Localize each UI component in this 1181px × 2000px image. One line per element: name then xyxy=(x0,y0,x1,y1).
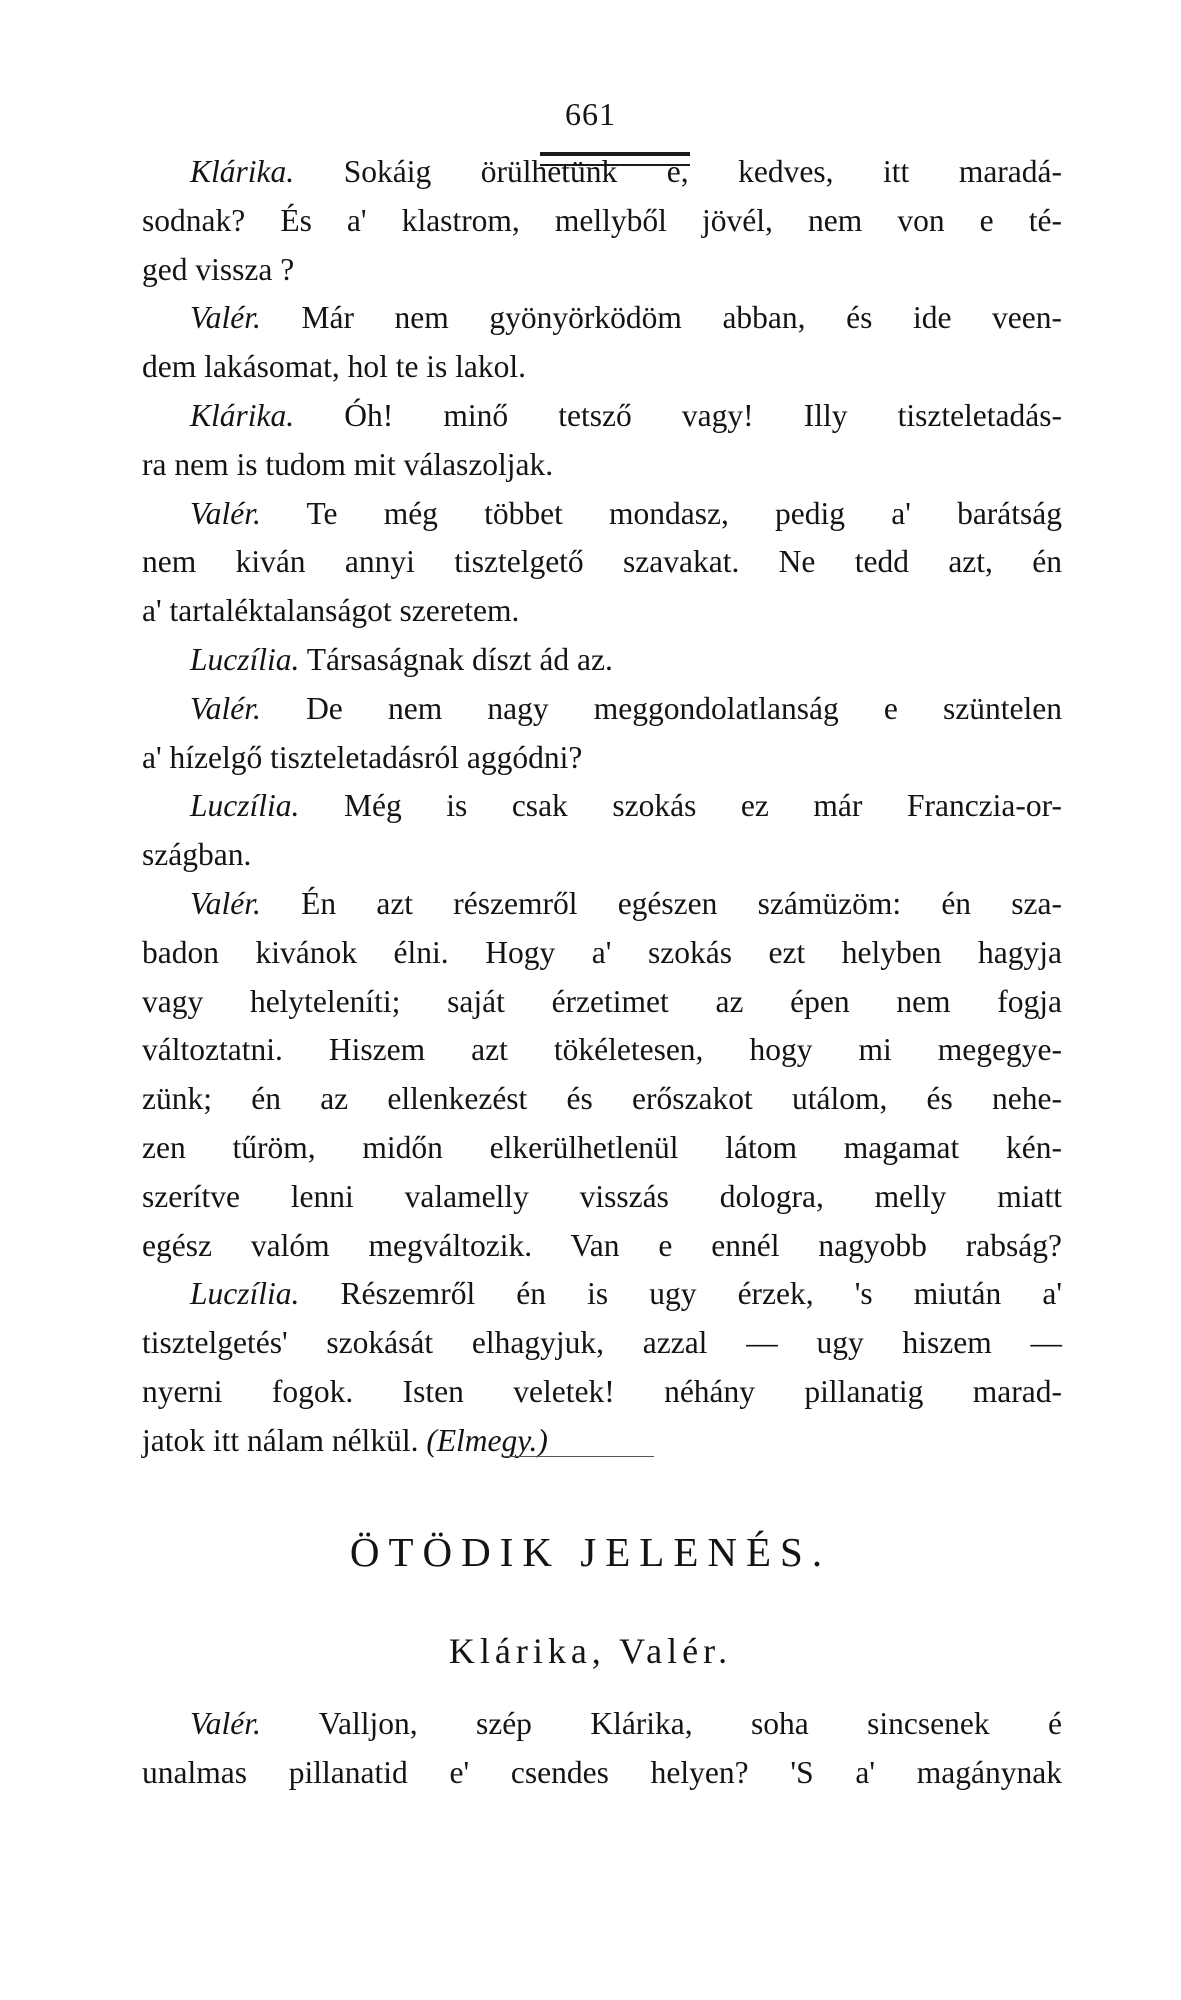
text-line xyxy=(142,1026,1062,1075)
page-number: 661 xyxy=(565,96,616,132)
dialogue-block-2 xyxy=(142,1700,1062,1798)
text-line xyxy=(142,734,1062,783)
line-text: változtatni. Hiszem azt tökéletesen, hogy mi megegye- xyxy=(142,1032,1062,1068)
scene-title: ÖTÖDIK JELENÉS. xyxy=(349,1529,832,1575)
text-line xyxy=(142,1124,1062,1173)
line-text: nyerni fogok. Isten veletek! néhány pillanatig marad- xyxy=(142,1373,1062,1409)
line-text: szerítve lenni valamelly visszás dologra, melly miatt xyxy=(142,1178,1062,1214)
stage-direction: (Elmegy.) xyxy=(426,1422,548,1458)
text-line xyxy=(142,1368,1062,1417)
speaker-name: Valér. xyxy=(190,885,261,921)
text-line xyxy=(142,1749,1062,1798)
scene-characters: Klárika, Valér. xyxy=(448,1631,733,1671)
line-text: Valljon, szép Klárika, soha sincsenek é xyxy=(318,1706,1062,1741)
line-text: vagy helyteleníti; saját érzetimet az épen nem fogja xyxy=(142,983,1062,1019)
dialogue-block xyxy=(142,148,1062,1466)
text-line xyxy=(142,782,1062,831)
section-divider xyxy=(504,1456,654,1457)
speaker-name: Luczília. xyxy=(190,788,300,824)
text-line xyxy=(142,1319,1062,1368)
text-line xyxy=(142,148,1062,197)
line-text: sodnak? És a' klastrom, mellyből jövél, nem von e té- xyxy=(142,202,1062,238)
text-line xyxy=(142,831,1062,880)
text-line xyxy=(142,1270,1062,1319)
line-text: ra nem is tudom mit válaszoljak. xyxy=(142,446,554,482)
line-text: badon kivánok élni. Hogy a' szokás ezt helyben hagyja xyxy=(142,934,1062,970)
text-line xyxy=(142,490,1062,539)
speaker-name: Valér. xyxy=(190,300,261,336)
text-line xyxy=(142,343,1062,392)
text-line xyxy=(142,978,1062,1027)
line-text: a' hízelgő tiszteletadásról aggódni? xyxy=(142,739,583,775)
speaker-name: Klárika. xyxy=(190,397,295,433)
speaker-name: Valér. xyxy=(190,1706,261,1741)
line-text: unalmas pillanatid e' csendes helyen? 'S a' magánynak xyxy=(142,1754,1062,1790)
speaker-name: Luczília. xyxy=(190,641,300,677)
text-line xyxy=(142,587,1062,636)
line-text: egész valóm megváltozik. Van e ennél nagyobb rabság? xyxy=(142,1227,1062,1263)
line-text: dem lakásomat, hol te is lakol. xyxy=(142,349,527,385)
text-line xyxy=(142,197,1062,246)
speaker-name: Valér. xyxy=(190,690,261,726)
speaker-name: Valér. xyxy=(190,495,261,531)
text-line xyxy=(142,1417,1062,1466)
text-line xyxy=(142,880,1062,929)
line-text: Óh! minő tetsző vagy! Illy tiszteletadás- xyxy=(344,397,1062,433)
line-text: Sokáig örülhetünk e, kedves, itt maradá- xyxy=(343,154,1063,189)
line-text: a' tartaléktalanságot szeretem. xyxy=(142,593,520,629)
line-text: De nem nagy meggondolatlanság e szüntelen xyxy=(306,690,1063,726)
text-line xyxy=(142,1173,1062,1222)
line-text: zen tűröm, midőn elkerülhetlenül látom magamat kén- xyxy=(142,1129,1062,1165)
text-line xyxy=(142,636,1062,685)
speaker-name: Klárika. xyxy=(190,154,295,189)
line-text: tisztelgetés' szokását elhagyjuk, azzal — ugy hiszem — xyxy=(142,1325,1062,1361)
text-line xyxy=(142,1075,1062,1124)
line-text: szágban. xyxy=(142,837,252,873)
text-line xyxy=(142,246,1062,295)
line-text: Te még többet mondasz, pedig a' barátság xyxy=(306,495,1063,531)
line-text: zünk; én az ellenkezést és erőszakot utálom, és nehe- xyxy=(142,1081,1062,1117)
line-text: Én azt részemről egészen számüzöm: én sza- xyxy=(301,885,1062,921)
text-line xyxy=(142,392,1062,441)
line-text: ged vissza ? xyxy=(142,251,295,287)
text-line xyxy=(142,441,1062,490)
line-text: jatok itt nálam nélkül. xyxy=(142,1422,419,1458)
line-text: nem kiván annyi tisztelgető szavakat. Ne tedd azt, én xyxy=(142,544,1062,580)
speaker-name: Luczília. xyxy=(190,1276,300,1312)
text-line xyxy=(142,685,1062,734)
line-text: Részemről én is ugy érzek, 's miután a' xyxy=(340,1276,1063,1312)
text-line xyxy=(142,1700,1062,1749)
text-line xyxy=(142,294,1062,343)
text-line xyxy=(142,538,1062,587)
text-line xyxy=(142,1222,1062,1271)
line-text: Társaságnak díszt ád az. xyxy=(306,641,613,677)
line-text: Már nem gyönyörködöm abban, és ide veen- xyxy=(301,300,1062,336)
line-text: Még is csak szokás ez már Franczia-or- xyxy=(343,788,1062,824)
text-line xyxy=(142,929,1062,978)
